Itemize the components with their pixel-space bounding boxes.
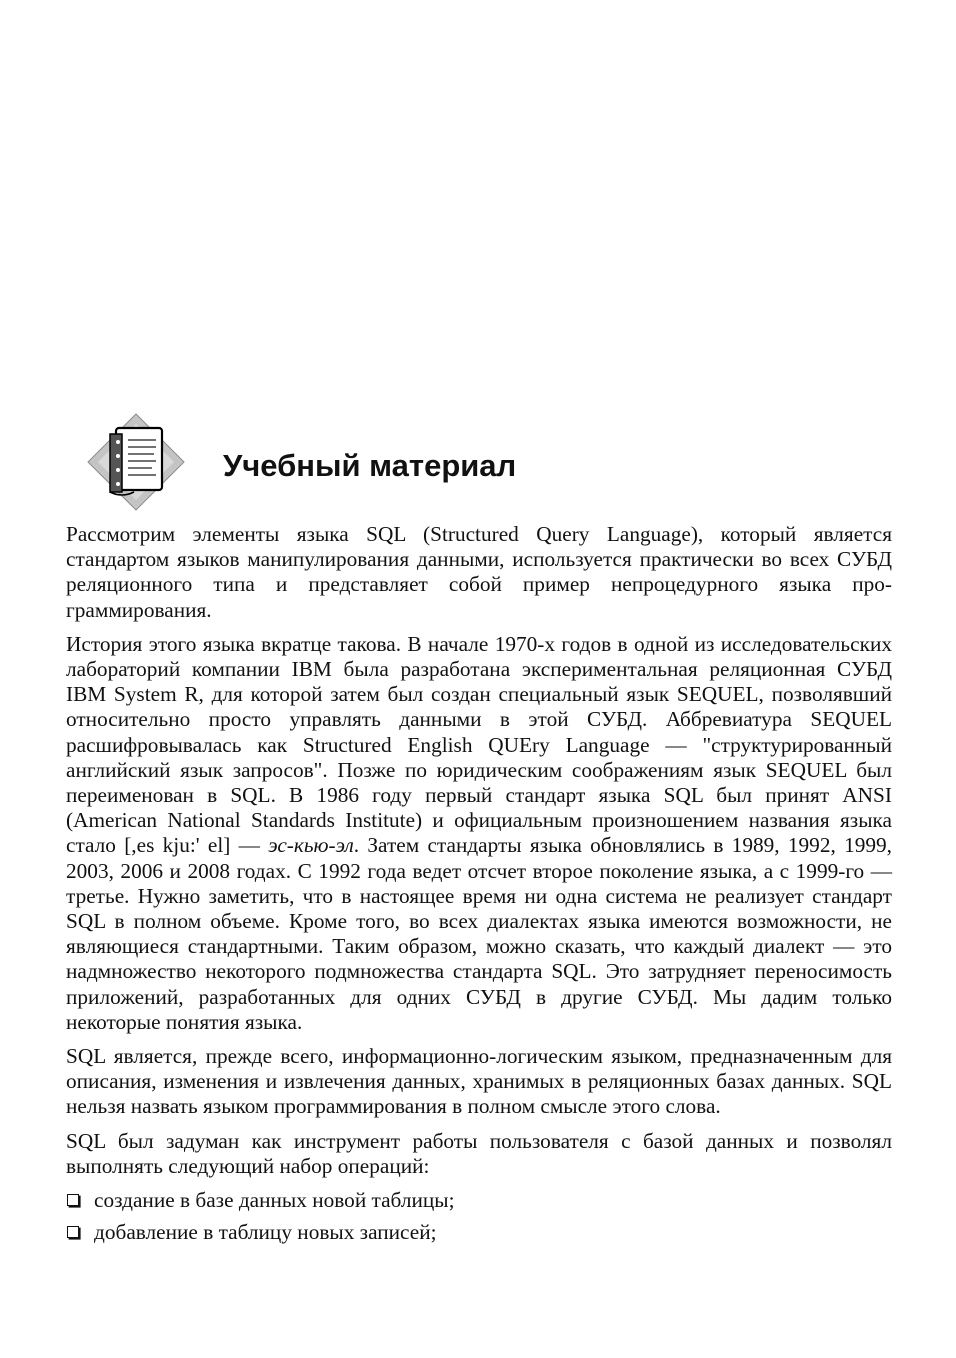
list-item xyxy=(66,1188,892,1213)
paragraph xyxy=(66,632,892,1035)
list-item xyxy=(66,1220,892,1245)
checkbox-bullet-icon xyxy=(67,1194,79,1206)
bullet-list xyxy=(66,1188,892,1245)
paragraph: Рассмотрим элементы языка SQL (Structured Query Language), который является стандартом языков манипулирования данными, используется практически во всех СУБД реляционного типа и представляет собой пример непроцедурного языка программирования. xyxy=(66,522,892,622)
book-icon xyxy=(86,412,186,512)
pronunciation-italic: эс-кью-эл xyxy=(268,833,354,858)
list-item-text: добавление в таблицу новых записей; xyxy=(94,1220,437,1245)
paragraph-text: . Затем стандарты языка обновлялись в 1989, 1992, 1999, 2003, 2006 и 2008 годах. С 1992 года ведет отсчет второе поколение языка, а с 1999-го — третье. Нужно заметить, что в настоящее время ни одна система не реализует стандарт SQL в полном объеме. Кроме того, во всех диалектах языка имеются возможности, не являющиеся стандартными. Таким образом, можно сказать, что каждый диалект — это надмножество некоторого подмножества стандарта SQL. Это затрудняет переносимость приложений, разработанных для одних СУБД в другие СУБД. Мы дадим только некоторые понятия языка. xyxy=(66,833,892,1034)
list-item-text: создание в базе данных новой таблицы; xyxy=(94,1188,455,1213)
section-title: Учебный материал xyxy=(223,448,517,483)
paragraph: SQL является, прежде всего, информационно-логическим языком, предназначенным для описания, изменения и извлечения данных, хранимых в реляционных базах данных. SQL нельзя назвать языком программирования в полном смысле этого слова. xyxy=(66,1044,892,1119)
text-body xyxy=(66,522,892,1252)
paragraph: SQL был задуман как инструмент работы пользователя с базой данных и позволял выполнять следующий набор операций: xyxy=(66,1128,892,1178)
checkbox-bullet-icon xyxy=(67,1226,79,1238)
paragraph-text: История этого языка вкратце такова. В начале 1970-х годов в одной из исследовательских лабораторий компании IBM была разработана экспериментальная реляционная СУБД IBM System R, для которой затем был создан специальный язык SEQUEL, позволявший относительно просто управлять данными в этой СУБД. Аббревиатура SEQUEL расшифровывалась как Structured English QUEry Language — "структурированный английский язык запросов". Позже по юридическим соображениям язык SEQUEL был переименован в SQL. В 1986 году первый стандарт языка SQL был принят ANSI (American National Standards Institute) и официальным произношением названия языка стало [,es kju:' el] — xyxy=(66,631,892,858)
section-header xyxy=(86,412,886,512)
